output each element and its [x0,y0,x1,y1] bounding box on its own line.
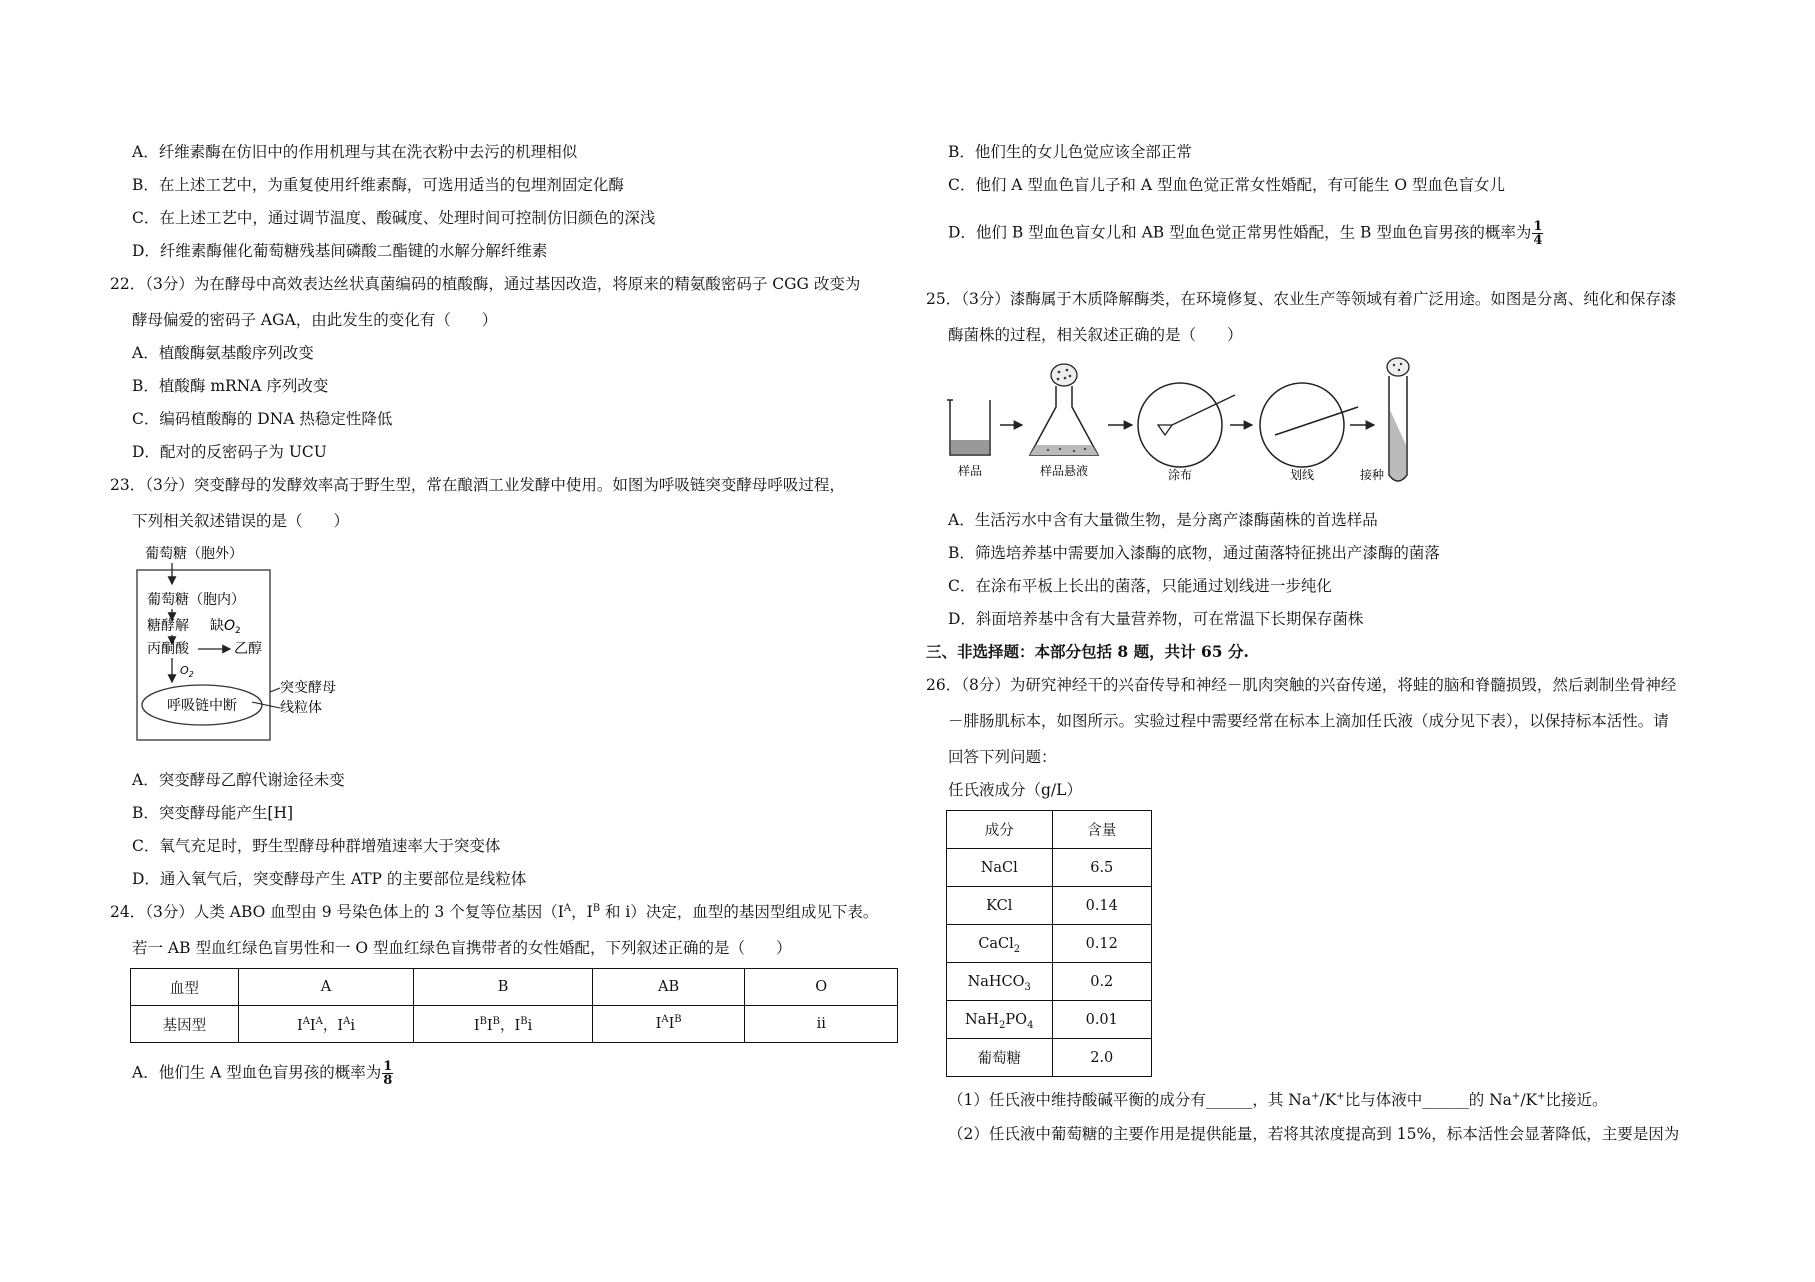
table-row [947,925,1152,963]
q24-option-c: C．他们 A 型血色盲儿子和 A 型血色觉正常女性婚配，有可能生 O 型血色盲女儿 [948,176,1506,194]
q22-option-d: D．配对的反密码子为 UCU [132,443,327,461]
section-heading: 三、非选择题：本部分包括 8 题，共计 65 分. [926,642,1249,661]
q21-option-c: C．在上述工艺中，通过调节温度、酸碱度、处理时间可控制仿旧颜色的深浅 [132,209,656,227]
glucose-outside-label: 葡萄糖（胞外） [145,546,243,562]
mitochondria-label: 线粒体 [280,700,322,716]
q22-option-a: A．植酸酶氨基酸序列改变 [132,344,314,362]
respiration-diagram [130,540,360,745]
flask-icon [1030,364,1098,455]
table-cell: KCl [947,887,1053,925]
mutant-yeast-label: 突变酵母 [280,680,336,696]
fraction-1-4: $\frac{1}{4}$ [1533,219,1543,248]
spread-plate-icon [1138,383,1235,467]
table-cell: 0.2 [1052,963,1152,1001]
step-label: 样品 [957,464,983,478]
table-row [947,1039,1152,1077]
table-cell: AB [592,969,745,1006]
q26-stem: 26．（8分）为研究神经干的兴奋传导和神经－肌肉突触的兴奋传递，将蛙的脑和脊髓损毁，然后剥制坐骨神经 [926,676,1677,694]
q24-option-a: A．他们生 A 型血色盲男孩的概率为 $\frac{1}{8}$ [132,1059,393,1088]
lack-oxygen-label: 缺$O_2$ [210,618,241,636]
genotype-b-cell: $I^BI^B$，$I^Bi$ [414,1006,593,1043]
q22-option-c: C．编码植酸酶的 DNA 热稳定性降低 [132,410,393,428]
q22-stem-cont: 酵母偏爱的密码子 AGA，由此发生的变化有（ ） [132,311,498,329]
q25-option-c: C．在涂布平板上长出的菌落，只能通过划线进一步纯化 [948,577,1332,595]
chain-break-label: 呼吸链中断 [167,698,237,714]
table-cell: O [745,969,898,1006]
q22-stem: 22．（3分）为在酵母中高效表达丝状真菌编码的植酸酶，通过基因改造，将原来的精氨酸密码子 CGG 改变为 [110,275,861,293]
table-row [131,969,898,1006]
q22-option-b: B．植酸酶 mRNA 序列改变 [132,377,329,395]
test-tube-icon [1387,358,1409,481]
table-cell: B [414,969,593,1006]
table-cell: 血型 [131,969,239,1006]
table-row [947,887,1152,925]
q21-option-d: D．纤维素酶催化葡萄糖残基间磷酸二酯键的水解分解纤维素 [132,242,548,260]
table-cell: 6.5 [1052,849,1152,887]
beaker-icon [947,400,990,455]
table-cell: CaCl$_2$ [947,925,1053,963]
q23-option-b: B．突变酵母能产生[H] [132,804,294,822]
table-row [947,963,1152,1001]
step-label: 涂布 [1167,468,1193,482]
q26-stem-cont: －腓肠肌标本，如图所示。实验过程中需要经常在标本上滴加任氏液（成分见下表），以保持标本活性。请 [948,712,1669,730]
table-cell: NaCl [947,849,1053,887]
q24-stem: 24．（3分）人类 ABO 血型由 9 号染色体上的 3 个复等位基因（$I^A$，$I^B$ 和 i）决定，血型的基因型组成见下表。 [110,902,879,921]
genotype-a-cell: $I^AI^A$，$I^Ai$ [238,1006,414,1043]
q23-option-c: C．氧气充足时，野生型酵母种群增殖速率大于突变体 [132,837,501,855]
table-cell: NaHCO$_3$ [947,963,1053,1001]
table-cell: 2.0 [1052,1039,1152,1077]
q26-sub1: （1）任氏液中维持酸碱平衡的成分有______，其 Na+/K+比与体液中______的 Na+/K+比接近。 [948,1090,1608,1109]
q26-stem-cont2: 回答下列问题： [948,748,1057,766]
genotype-o-cell: ii [745,1006,898,1043]
table-cell: 基因型 [131,1006,239,1043]
isolation-process-diagram [940,355,1420,490]
q25-option-d: D．斜面培养基中含有大量营养物，可在常温下长期保存菌株 [948,610,1364,628]
q23-option-a: A．突变酵母乙醇代谢途径未变 [132,771,345,789]
table-cell: 0.12 [1052,925,1152,963]
step-label: 样品悬液 [1039,464,1089,478]
q24-stem-cont: 若一 AB 型血红绿色盲男性和一 O 型血红绿色盲携带者的女性婚配，下列叙述正确的是（ ） [132,939,792,957]
pyruvate-label: 丙酮酸 [147,641,189,657]
q25-option-b: B．筛选培养基中需要加入漆酶的底物，通过菌落特征挑出产漆酶的菌落 [948,544,1440,562]
q23-stem-cont: 下列相关叙述错误的是（ ） [132,512,350,530]
glucose-inside-label: 葡萄糖（胞内） [147,592,245,608]
q24-option-b: B．他们生的女儿色觉应该全部正常 [948,143,1192,161]
streak-plate-icon [1260,383,1358,467]
q23-option-d: D．通入氧气后，突变酵母产生 ATP 的主要部位是线粒体 [132,870,527,888]
q25-option-a: A．生活污水中含有大量微生物，是分离产漆酶菌株的首选样品 [948,511,1378,529]
table-row [947,1001,1152,1039]
glycolysis-label: 糖酵解 [147,618,189,634]
q24-option-d: D．他们 B 型血色盲女儿和 AB 型血色觉正常男性婚配，生 B 型血色盲男孩的概率为 $\frac{1}{4}$ [948,219,1543,248]
table-cell: 0.14 [1052,887,1152,925]
fraction-1-8: $\frac{1}{8}$ [383,1059,393,1088]
ringer-solution-table [946,810,1152,1077]
ringer-table-title: 任氏液成分（g/L） [948,781,1082,799]
table-cell: 葡萄糖 [947,1039,1053,1077]
q23-stem: 23．（3分）突变酵母的发酵效率高于野生型，常在酿酒工业发酵中使用。如图为呼吸链突变酵母呼吸过程， [110,476,845,494]
genotype-ab-cell: $I^AI^B$ [592,1006,745,1043]
ethanol-label: 乙醇 [234,641,262,657]
table-cell: 0.01 [1052,1001,1152,1039]
table-row [947,811,1152,849]
table-row [131,1006,898,1043]
step-label: 接种 [1359,468,1385,482]
q25-stem-cont: 酶菌株的过程，相关叙述正确的是（ ） [948,326,1243,344]
table-header-cell: 含量 [1052,811,1152,849]
oxygen-label: $O_2$ [180,664,194,679]
table-cell: A [238,969,414,1006]
table-header-cell: 成分 [947,811,1053,849]
q25-stem: 25．（3分）漆酶属于木质降解酶类，在环境修复、农业生产等领域有着广泛用途。如图是分离、纯化和保存漆 [926,290,1677,308]
blood-type-table [130,968,898,1043]
table-row [947,849,1152,887]
table-cell: $NaH_2PO_4$ [947,1001,1053,1039]
q26-sub2: （2）任氏液中葡萄糖的主要作用是提供能量，若将其浓度提高到 15%，标本活性会显著降低，主要是因为 [948,1125,1680,1143]
q21-option-a: A．纤维素酶在仿旧中的作用机理与其在洗衣粉中去污的机理相似 [132,143,578,161]
q21-option-b: B．在上述工艺中，为重复使用纤维素酶，可选用适当的包埋剂固定化酶 [132,176,624,194]
step-label: 划线 [1289,468,1315,482]
